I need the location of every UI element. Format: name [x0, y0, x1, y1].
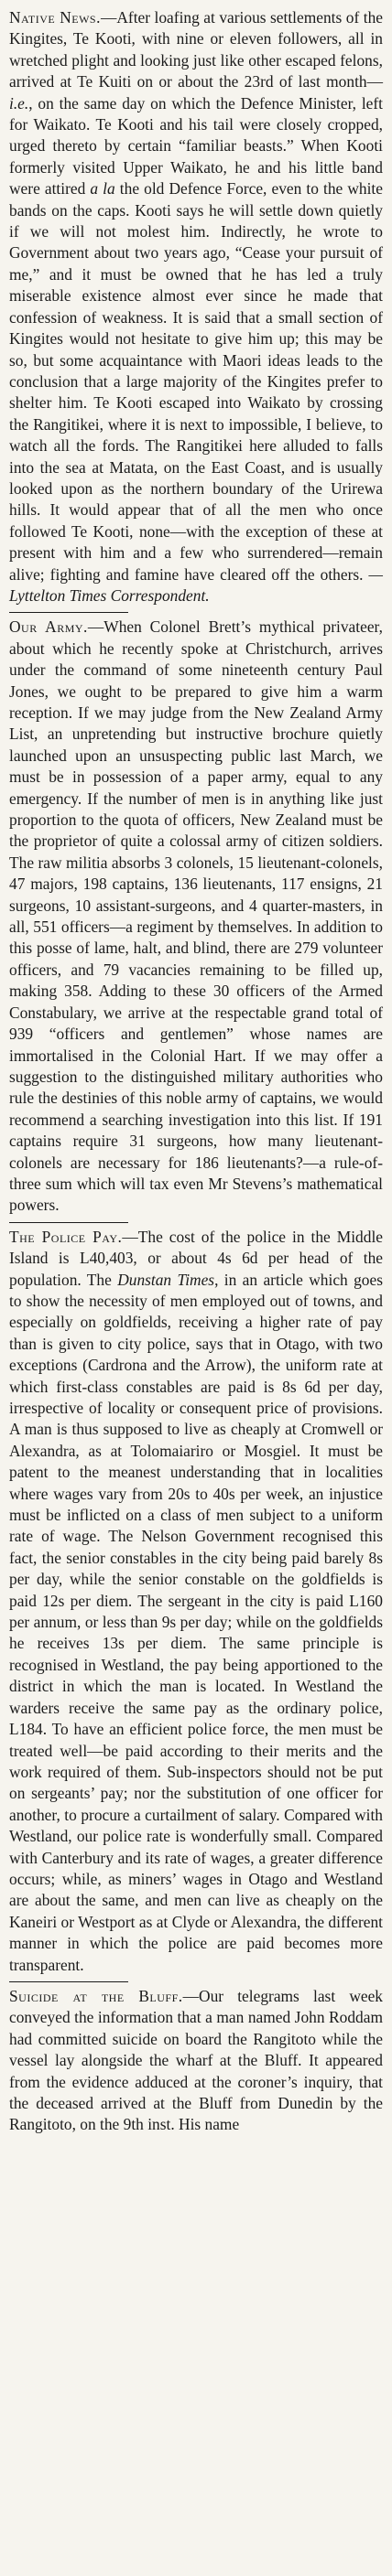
article-heading: The Police Pay. — [9, 1227, 123, 1246]
article-body: —Our telegrams last week conveyed the information that a man named John Roddam had committed suicide on board the Rangitoto while the vessel lay alongside the wharf at the Bluff. It appeared from the evidence adduced at the coroner’s inquiry, that the deceased arrived at the Bluff from Dunedin by the Rangitoto, on the 9th inst. His name — [9, 1986, 384, 2134]
article-heading: Native News. — [9, 8, 101, 27]
article-suicide-bluff — [9, 1986, 383, 2136]
article-heading: Our Army. — [9, 617, 88, 637]
article-body: —After loafing at various settlements of the Kingites, Te Kooti, with nine or eleven followers, all in wretched plight and looking just like other escaped felons, arrived at Te Kuiti on or about the 23rd of last month—i.e., on the same day on which the Defence Minister, left for Waikato. Te Kooti and his tail were closely cropped, urged thereto by certain “familiar beasts.” When Kooti formerly visited Upper Waikato, he and his little band were attired a la the old Defence Force, even to the white bands on the caps. Kooti says he will settle down quietly if we will not molest him. Indirectly, he wrote to Government about two years ago, “Cease your pursuit of me,” and it must be owned that he has led a truly miserable existence almost ever since he made that confession of weakness. It is said that a small section of Kingites would not hesitate to give him up; this may be so, but some acquaintance with Maori ideas leads to the conclusion that a large majority of the Kingites prefer to shelter him. Te Kooti escaped into Waikato by crossing the Rangitikei, where it is next to impossible, I believe, to watch all the fords. The Rangitikei here alluded to falls into the sea at Matata, on the East Coast, and is usually looked upon as the northern boundary of the Urirewa hills. It would appear that of all the men who once followed Te Kooti, none—with the exception of these at present with him and a few who surrendered—remain alive; fighting and famine have cleared off the others. — [9, 8, 383, 584]
article-paragraph — [9, 1986, 383, 2136]
article-police-pay — [9, 1227, 383, 1976]
article-native-news — [9, 7, 383, 606]
article-body: —The cost of the police in the Middle Island is L40,403, or about 4s 6d per head of the population. The Dunstan Times, in an article which goes to show the necessity of men employed out of towns, and especially on goldfields, receiving a higher rate of pay than is given to city police, says that in Otago, with two exceptions (Cardrona and the Arrow), the uniform rate at which first-class constables are paid is 8s 6d per day, irrespective of locality or consequent price of provisions. A man is thus supposed to live as cheaply at Cromwell or Alexandra, as at Tolomaiariro or Mosgiel. It must be patent to the meanest understanding that in localities where wages vary from 20s to 40s per week, an injustice must be inflicted on a class of men subject to a uniform rate of wage. The Nelson Government recognised this fact, the senior constables in the city being paid barely 8s per day, while the senior constable on the goldfields is paid 12s per diem. The sergeant in the city is paid L160 per annum, or less than 9s per day; while on the goldfields he receives 13s per diem. The same principle is recognised in Westland, the pay being apportioned to the district in which the man is located. In Westland the warders receive the same pay as the ordinary police, L184. To have an efficient police force, the men must be treated well—be paid according to their merits and the work required of them. Sub-inspectors should not be put on sergeants’ pay; nor the substitution of one officer for another, to procure a curtailment of salary. Compared with Westland, our police rate is wonderfully small. Compared with Canterbury and its rate of wages, a greater difference occurs; while, as miners’ wages in Otago and Westland are about the same, and men can live as cheaply on the Kaneiri or Westport as at Clyde or Alexandra, the different manner in which the police are paid becomes more transparent. — [9, 1227, 383, 1974]
article-paragraph — [9, 1227, 383, 1976]
article-attribution: —Lyttelton Times Correspondent. — [9, 564, 383, 605]
column-rule — [9, 1222, 128, 1223]
column-rule — [9, 612, 128, 613]
column-rule — [9, 1981, 128, 1982]
article-body: —When Colonel Brett’s mythical privateer, about which he recently spoke at Christchurch, arrives under the command of some nineteenth century Paul Jones, we ought to be prepared to give him a warm reception. If we may judge from the New Zealand Army List, an unpretending but instructive brochure quietly launched upon an unsuspecting public last March, we must be in possession of a paper army, equal to any emergency. If the number of men is in anything like just proportion to the quota of officers, New Zealand must be the proprietor of quite a colossal army of citizen soldiers. The raw militia absorbs 3 colonels, 15 lieutenant-colonels, 47 majors, 198 captains, 136 lieutenants, 117 ensigns, 21 surgeons, 10 assistant-surgeons, and 4 quarter-masters, in all, 551 officers—a regiment by themselves. In addition to this posse of lame, halt, and blind, there are 279 volunteer officers, and 79 vacancies remaining to be filled up, making 358. Adding to these 30 officers of the Armed Constabulary, we arrive at the respectable grand total of 939 “officers and gentlemen” whose names are immortalised in the Colonial Hart. If we may offer a suggestion to the distinguished military authorities who rule the destinies of this noble army of captains, we would recommend a searching investigation into this list. If 191 captains require 31 surgeons, how many lieutenant-colonels are necessary for 186 lieutenants?—a rule-of-three sum which will tax even Mr Stevens’s mathematical powers. — [9, 617, 383, 1215]
article-heading: Suicide at the Bluff. — [9, 1986, 183, 2005]
article-our-army — [9, 617, 383, 1216]
article-paragraph — [9, 617, 383, 1216]
article-paragraph — [9, 7, 383, 606]
